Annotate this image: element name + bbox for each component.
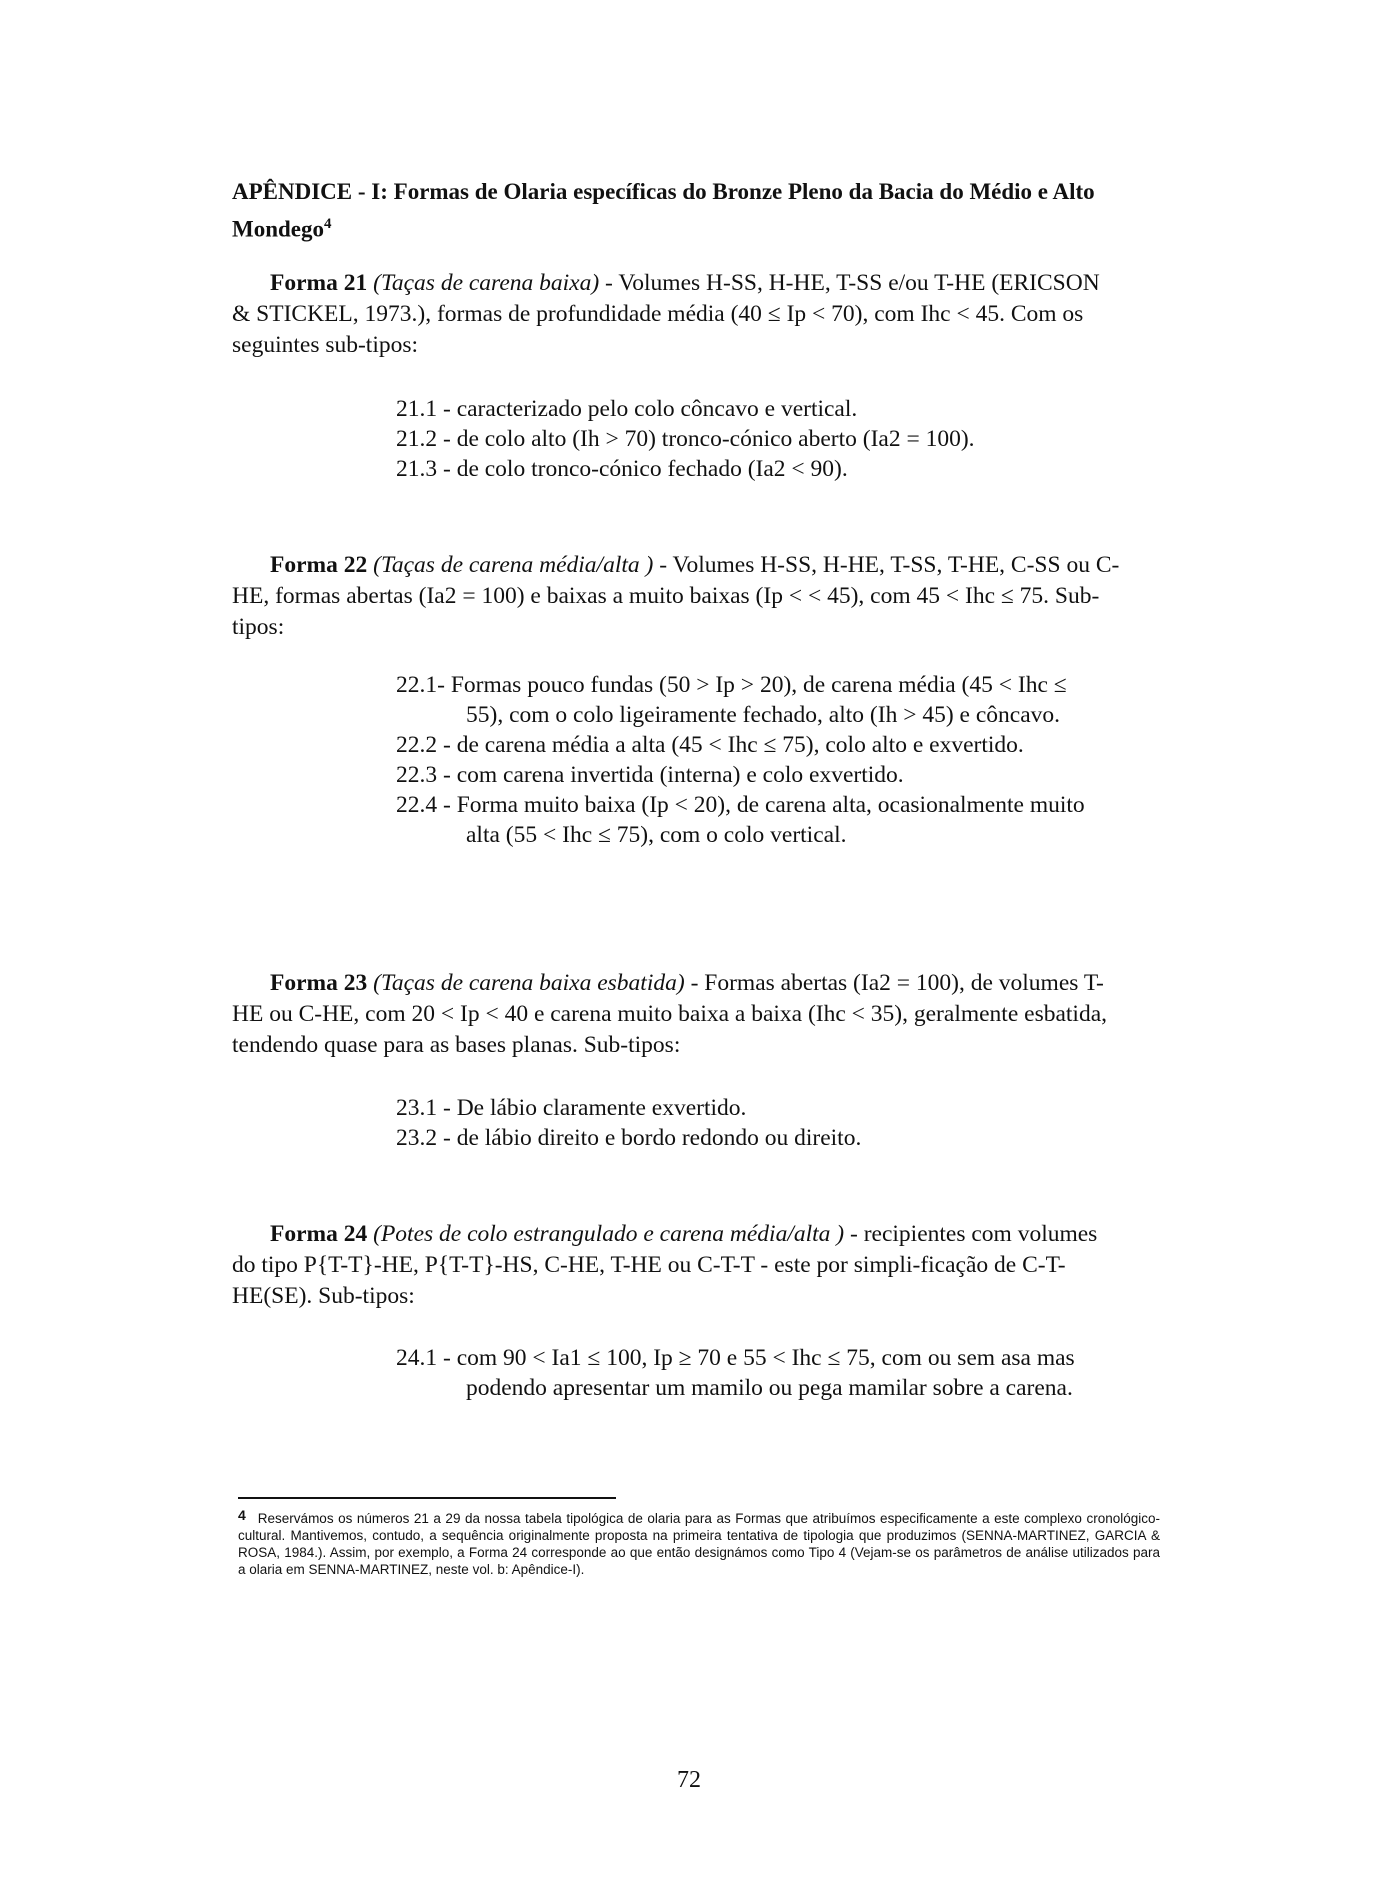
forma-24-paragraph	[232, 1219, 1120, 1312]
forma-22-description: - Volumes H-SS, H-HE, T-SS, T-HE, C-SS ou C-HE, formas abertas (Ia2 = 100) e baixas a muito baixas (Ip < < 45), com 45 < Ihc ≤ 75. Sub-tipos:	[232, 552, 1120, 640]
subtype-22-2: 22.2 - de carena média a alta (45 < Ihc ≤ 75), colo alto e exvertido.	[396, 732, 1024, 758]
forma-21-subtitle: (Taças de carena baixa)	[373, 270, 600, 296]
forma-22-subtitle: (Taças de carena média/alta )	[373, 552, 654, 578]
subtype-21-1: 21.1 - caracterizado pelo colo côncavo e vertical.	[396, 396, 858, 422]
subtype-23-1: 23.1 - De lábio claramente exvertido.	[396, 1095, 747, 1121]
subtype-22-1: 22.1- Formas pouco fundas (50 > Ip > 20), de carena média (45 < Ihc ≤ 55), com o colo ligeiramente fechado, alto (Ih > 45) e côncavo.	[396, 672, 1067, 728]
forma-24-subtypes	[396, 1343, 1096, 1403]
forma-21-description: - Volumes H-SS, H-HE, T-SS e/ou T-HE (ERICSON & STICKEL, 1973.), formas de profundidade média (40 ≤ Ip < 70), com Ihc < 45. Com os seguintes sub-tipos:	[232, 270, 1100, 358]
subtype-24-1: 24.1 - com 90 < Ia1 ≤ 100, Ip ≥ 70 e 55 < Ihc ≤ 75, com ou sem asa mas podendo apresentar um mamilo ou pega mamilar sobre a carena.	[396, 1345, 1075, 1401]
forma-24-title: Forma 24	[270, 1221, 368, 1247]
subtype-22-3: 22.3 - com carena invertida (interna) e colo exvertido.	[396, 762, 904, 788]
footnote-text: Reservámos os números 21 a 29 da nossa tabela tipológica de olaria para as Formas que atribuímos especificamente a este complexo cronológico-cultural. Mantivemos, contudo, a sequência originalmente proposta na primeira tentativa de tipologia que produzimos (SENNA-MARTINEZ, GARCIA & ROSA, 1984.). Assim, por exemplo, a Forma 24 corresponde ao que então designámos como Tipo 4 (Vejam-se os parâmetros de análise utilizados para a olaria em SENNA-MARTINEZ, neste vol. b: Apêndice-I).	[238, 1511, 1160, 1577]
forma-24-subtitle: (Potes de colo estrangulado e carena média/alta )	[373, 1221, 845, 1247]
subtype-21-2: 21.2 - de colo alto (Ih > 70) tronco-cónico aberto (Ia2 = 100).	[396, 426, 975, 452]
forma-23-subtypes	[396, 1093, 1096, 1153]
footnote	[238, 1507, 1160, 1578]
forma-23-title: Forma 23	[270, 970, 368, 996]
forma-23-description: - Formas abertas (Ia2 = 100), de volumes T-HE ou C-HE, com 20 < Ip < 40 e carena muito baixa a baixa (Ihc < 35), geralmente esbatida, tendendo quase para as bases planas. Sub-tipos:	[232, 970, 1108, 1058]
footnote-reference[interactable]: 4	[324, 216, 332, 232]
forma-23-paragraph	[232, 968, 1120, 1061]
forma-21-title: Forma 21	[270, 270, 368, 296]
subtype-23-2: 23.2 - de lábio direito e bordo redondo ou direito.	[396, 1125, 862, 1151]
forma-24-description: - recipientes com volumes do tipo P{T-T}-HE, P{T-T}-HS, C-HE, T-HE ou C-T-T - este por simpli-ficação de C-T-HE(SE). Sub-tipos:	[232, 1221, 1098, 1309]
forma-23-subtitle: (Taças de carena baixa esbatida)	[373, 970, 685, 996]
forma-22-title: Forma 22	[270, 552, 368, 578]
footnote-mark: 4	[238, 1507, 246, 1523]
appendix-heading	[232, 176, 1172, 246]
subtype-21-3: 21.3 - de colo tronco-cónico fechado (Ia2 < 90).	[396, 456, 848, 482]
page-number: 72	[677, 1767, 701, 1793]
forma-22-subtypes	[396, 670, 1096, 850]
forma-21-paragraph	[232, 268, 1120, 361]
subtype-22-4: 22.4 - Forma muito baixa (Ip < 20), de carena alta, ocasionalmente muito alta (55 < Ihc ≤ 75), com o colo vertical.	[396, 792, 1085, 848]
appendix-heading-text: APÊNDICE - I: Formas de Olaria específicas do Bronze Pleno da Bacia do Médio e Alto Mondego	[232, 179, 1095, 242]
forma-21-subtypes	[396, 394, 1096, 484]
footnote-separator	[238, 1497, 616, 1499]
forma-22-paragraph	[232, 550, 1120, 643]
